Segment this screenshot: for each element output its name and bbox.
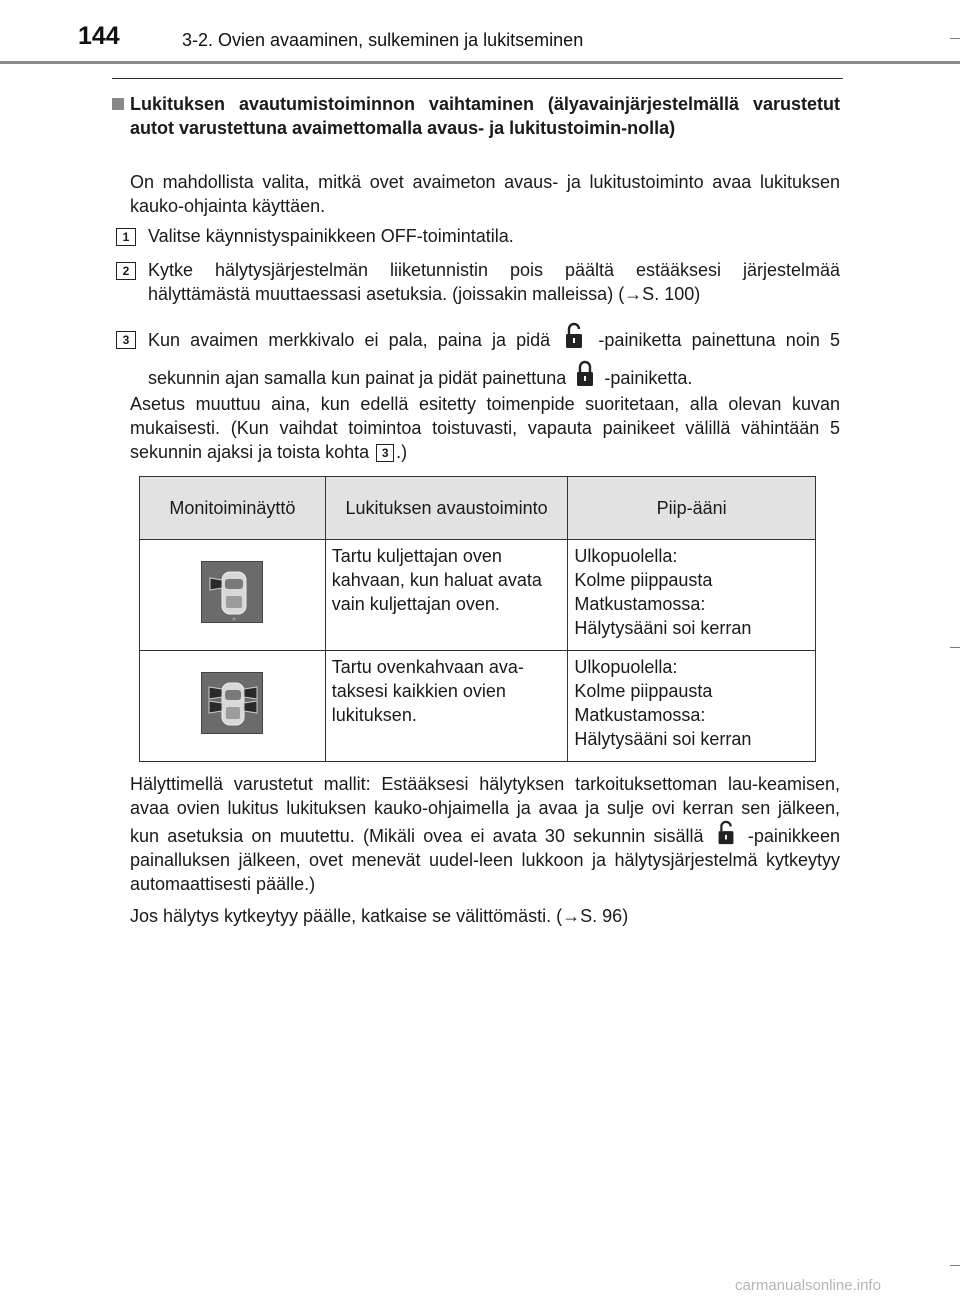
step-3: [116, 321, 840, 397]
page-number: 144: [78, 22, 120, 50]
table-cell-function: Tartu kuljettajan oven kahvaan, kun haluat avata vain kuljettajan oven.: [325, 540, 568, 651]
crop-mark: [950, 38, 960, 39]
alarm-note-paragraph: Hälyttimellä varustetut mallit: Estääksesi hälytyksen tarkoituksettoman lau-keamisen, avaa ovien lukitus lukituksen kauko-ohjaimella ja avaa ja sulje ovi kerran sen jälkeen, kun asetuksia on muutettu. (Mikäli ovea ei avata 30 sekunnin sisällä -painikkeen painalluksen jälkeen, ovet menevät uudel-leen lukkoon ja hälytysjärjestelmä kytkeytyy automaattisesti päälle.): [130, 774, 840, 894]
table-cell-function: Tartu ovenkahvaan ava-taksesi kaikkien ovien lukituksen.: [325, 651, 568, 762]
lock-icon: [574, 360, 596, 388]
section-rule: [112, 78, 843, 79]
table-header-cell: Piip-ääni: [568, 477, 816, 540]
header-rule: [0, 61, 960, 64]
driver-door-display-icon: [201, 561, 263, 623]
unlock-function-table: [139, 476, 816, 762]
step-number: 2: [116, 262, 136, 280]
step-text: -painiketta painettuna noin 5 sekunnin ajan samalla kun painat ja pidät painettuna: [148, 330, 840, 388]
all-doors-display-icon: [201, 672, 263, 734]
step-2: [116, 258, 840, 306]
table-header-row: [140, 477, 816, 540]
table-row: [140, 540, 816, 651]
footer-watermark: carmanualsonline.info: [735, 1277, 881, 1294]
step-1: [116, 224, 840, 248]
unlock-icon: [563, 322, 585, 350]
alarm-off-paragraph: Jos hälytys kytkeytyy päälle, katkaise se välittömästi. (→S. 96): [130, 906, 629, 926]
table-header-cell: Lukituksen avaustoiminto: [325, 477, 568, 540]
intro-paragraph: On mahdollista valita, mitkä ovet avaimeton avaus- ja lukitustoiminto avaa lukituksen kauko-ohjainta käyttäen.: [130, 172, 840, 216]
table-cell-beep: Ulkopuolella: Kolme piippausta Matkustamossa: Hälytysääni soi kerran: [568, 651, 816, 762]
table-header-cell: Monitoiminäyttö: [140, 477, 326, 540]
step-text: Kun avaimen merkkivalo ei pala, paina ja pidä: [148, 330, 551, 350]
step-text: Kytke hälytysjärjestelmän liiketunnistin pois päältä estääksesi järjestelmää hälyttämästä muuttaessasi asetuksia. (joissakin malleissa) (→S. 100): [148, 260, 840, 304]
step-text: Valitse käynnistyspainikkeen OFF-toimintatila.: [148, 226, 514, 246]
step-number: 3: [116, 331, 136, 349]
step-number: 1: [116, 228, 136, 246]
unlock-icon: [715, 820, 737, 846]
heading-bullet-icon: [112, 98, 124, 110]
table-row: [140, 651, 816, 762]
setting-paragraph: Asetus muuttuu aina, kun edellä esitetty toimenpide suoritetaan, alla olevan kuvan mukaisesti. (Kun vaihdat toimintoa toistuvasti, vapauta painikeet välillä vähintään 5 sekunnin ajaksi ja toista kohta 3 .): [130, 394, 840, 462]
table-cell-beep: Ulkopuolella: Kolme piippausta Matkustamossa: Hälytysääni soi kerran: [568, 540, 816, 651]
chapter-title: 3-2. Ovien avaaminen, sulkeminen ja lukitseminen: [182, 30, 584, 50]
step-reference: 3: [376, 444, 394, 462]
step-text: -painiketta.: [604, 368, 693, 388]
crop-mark: [950, 647, 960, 648]
section-heading: Lukituksen avautumistoiminnon vaihtaminen (älyavainjärjestelmällä varustetut autot varustettuna avaimettomalla avaus- ja lukitustoimin-nolla): [112, 92, 840, 140]
crop-mark: [950, 1265, 960, 1266]
